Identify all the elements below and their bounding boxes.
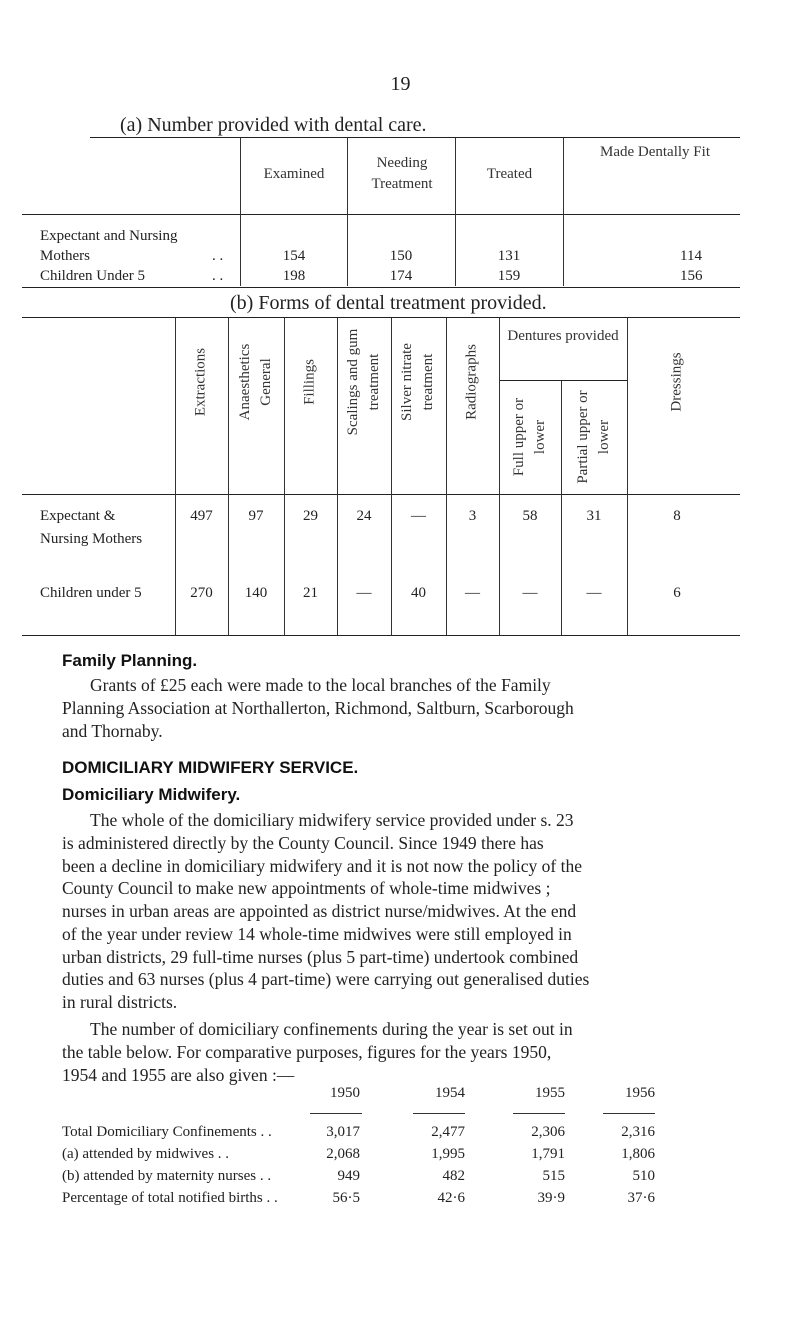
- table-b-cell: —: [522, 585, 538, 601]
- midwifery-paragraph-2: [62, 1018, 734, 1041]
- text-line: Planning Association at Northallerton, Richmond, Saltburn, Scarborough: [62, 698, 574, 718]
- table-b-cell: 24: [356, 508, 372, 524]
- text-line: is administered directly by the County Council. Since 1949 there has: [62, 833, 544, 853]
- midwifery-sub-heading: Domiciliary Midwifery.: [62, 785, 241, 804]
- table-c-cell: 3,017: [326, 1124, 360, 1140]
- table-a-cell: 174: [389, 268, 413, 284]
- table-b-dentures-group: Dentures provided: [507, 328, 619, 344]
- table-c-year: 1954: [435, 1085, 465, 1101]
- table-b-row-label: Nursing Mothers: [40, 531, 143, 547]
- midwifery-paragraph-1: [62, 809, 734, 832]
- table-b-col-silver-nitrate-text: Silver nitrate treatment: [399, 343, 436, 421]
- table-c-year: 1955: [535, 1085, 565, 1101]
- text-line: duties and 63 nurses (plus 4 part-time) were carrying out generalised duties: [62, 969, 590, 990]
- table-c-cell: 2,068: [326, 1146, 360, 1162]
- table-a-divider: [563, 138, 564, 286]
- table-b-cell: —: [586, 585, 602, 601]
- table-a-header-rule: [22, 214, 740, 215]
- table-a-row-label: Children Under 5: [40, 268, 145, 284]
- table-b-cell: —: [411, 508, 426, 524]
- table-b-cell: 6: [673, 585, 681, 601]
- table-b-top-rule: [22, 317, 740, 318]
- table-a-col-examined: Examined: [263, 166, 325, 182]
- table-c-year: 1950: [330, 1085, 360, 1101]
- table-a-bottom-rule: [22, 287, 740, 288]
- table-b-col-full-upper-text: Full upper or lower: [511, 397, 548, 477]
- table-b-caption: (b) Forms of dental treatment provided.: [230, 292, 547, 314]
- text-line: nurses in urban areas are appointed as district nurse/midwives. At the end: [62, 901, 577, 922]
- table-b-cell: 29: [303, 508, 318, 524]
- midwifery-paragraph-1-cont: [62, 832, 734, 1014]
- table-b-col-anaesthetics-text: Anaesthetics General: [237, 343, 274, 421]
- table-a-top-rule: [90, 137, 740, 138]
- table-b-row-label: Expectant &: [40, 508, 116, 524]
- table-b-cell: 140: [244, 585, 268, 601]
- table-b-col-fillings: Fillings: [301, 359, 318, 405]
- table-a-cell: 156: [680, 268, 703, 284]
- table-a-cell: 154: [282, 248, 306, 264]
- table-c-cell: 56·5: [332, 1190, 360, 1206]
- table-b-bottom-rule: [22, 635, 740, 636]
- table-c-year-underline: [413, 1113, 465, 1114]
- table-b-cell: 97: [248, 508, 264, 524]
- table-b-col-partial-upper: [573, 387, 615, 487]
- family-planning-paragraph-cont: [62, 697, 734, 742]
- table-b-cell: —: [465, 585, 480, 601]
- table-a-row-dots: . .: [212, 248, 224, 264]
- table-b-col-anaesthetics: [235, 322, 277, 442]
- table-b-col-radiographs: Radiographs: [463, 344, 480, 420]
- table-c-cell: 1,995: [431, 1146, 465, 1162]
- table-b-cell: 21: [303, 585, 318, 601]
- text-line: The number of domiciliary confinements during the year is set out in: [90, 1019, 573, 1039]
- table-a-col-needing-treatment: Needing Treatment: [371, 155, 433, 192]
- table-c-cell: 2,306: [531, 1124, 565, 1140]
- table-a-row-label: Expectant and Nursing: [40, 228, 178, 244]
- text-line: in rural districts.: [62, 991, 178, 1012]
- table-c-cell: 1,806: [621, 1146, 655, 1162]
- table-b-col-full-upper: [509, 387, 551, 487]
- table-a-cell: 150: [389, 248, 413, 264]
- table-b-cell: 3: [468, 508, 477, 524]
- text-line: been a decline in domiciliary midwifery and it is not now the policy of the: [62, 855, 583, 876]
- text-line: the table below. For comparative purposes, figures for the years 1950,: [62, 1042, 552, 1062]
- text-line: County Council to make new appointments of whole-time midwives ;: [62, 878, 551, 899]
- table-b-col-dressings: Dressings: [668, 352, 685, 412]
- table-b-cell: 40: [411, 585, 426, 601]
- table-b-cell: 497: [190, 508, 213, 524]
- table-b-row-label: Children under 5: [40, 585, 142, 601]
- table-c-year-underline: [603, 1113, 655, 1114]
- table-c-cell: 37·6: [627, 1190, 655, 1206]
- midwifery-section-heading: DOMICILIARY MIDWIFERY SERVICE.: [62, 758, 359, 777]
- table-a-cell: 131: [497, 248, 521, 264]
- table-a-cell: 159: [497, 268, 521, 284]
- family-planning-heading: Family Planning.: [62, 651, 198, 670]
- table-c-row-label: Total Domiciliary Confinements . .: [62, 1124, 272, 1140]
- midwifery-paragraph-2-cont: [62, 1041, 734, 1086]
- text-line: 1954 and 1955 are also given :—: [62, 1064, 295, 1085]
- table-b-col-scalings: [343, 322, 385, 442]
- table-b-col-scalings-text: Scalings and gum treatment: [345, 328, 382, 436]
- table-c-row-label: (a) attended by midwives . .: [62, 1146, 230, 1162]
- table-c-cell: 482: [442, 1168, 465, 1184]
- text-line: of the year under review 14 whole-time midwives were still employed in: [62, 923, 572, 944]
- table-a-row-dots: . .: [212, 268, 224, 284]
- table-c-cell: 2,316: [621, 1124, 655, 1140]
- table-a-cell: 198: [282, 268, 306, 284]
- table-b-cell: 31: [586, 508, 602, 524]
- table-c-cell: 1,791: [531, 1146, 565, 1162]
- text-line: urban districts, 29 full-time nurses (plus 5 part-time) undertook combined: [62, 946, 579, 967]
- family-planning-paragraph: [62, 674, 734, 697]
- table-c-cell: 2,477: [431, 1124, 465, 1140]
- table-b-header-rule: [22, 494, 740, 495]
- table-a-cell: 114: [680, 248, 702, 264]
- table-b-col-extractions: Extractions: [192, 347, 209, 417]
- table-a-row-label: Mothers: [40, 248, 90, 264]
- table-c-year-underline: [513, 1113, 565, 1114]
- table-c-cell: 510: [632, 1168, 655, 1184]
- table-c-row-label: Percentage of total notified births . .: [62, 1190, 278, 1206]
- table-b-cell: 270: [190, 585, 213, 601]
- table-c-cell: 515: [542, 1168, 565, 1184]
- table-b-cell: 58: [522, 508, 538, 524]
- table-a-caption: (a) Number provided with dental care.: [120, 114, 427, 136]
- text-line: Grants of £25 each were made to the local branches of the Family: [90, 675, 551, 695]
- table-a-col-treated: Treated: [486, 166, 533, 182]
- text-line: The whole of the domiciliary midwifery service provided under s. 23: [90, 810, 574, 830]
- dentures-group-rule: [499, 380, 627, 381]
- table-b-cell: 8: [673, 508, 681, 524]
- table-c-row-label: (b) attended by maternity nurses . .: [62, 1168, 272, 1184]
- table-b-col-silver-nitrate: [397, 327, 439, 437]
- table-c-cell: 949: [337, 1168, 360, 1184]
- table-c-year-underline: [310, 1113, 362, 1114]
- table-b-col-partial-upper-text: Partial upper or lower: [575, 390, 612, 484]
- table-c-cell: 42·6: [437, 1190, 465, 1206]
- table-c-cell: 39·9: [537, 1190, 565, 1206]
- table-a-col-dentally-fit: Made Dentally Fit: [600, 144, 710, 160]
- page-number: 19: [390, 73, 411, 95]
- table-b-cell: —: [356, 585, 372, 601]
- table-c-year: 1956: [625, 1085, 655, 1101]
- text-line: and Thornaby.: [62, 720, 163, 741]
